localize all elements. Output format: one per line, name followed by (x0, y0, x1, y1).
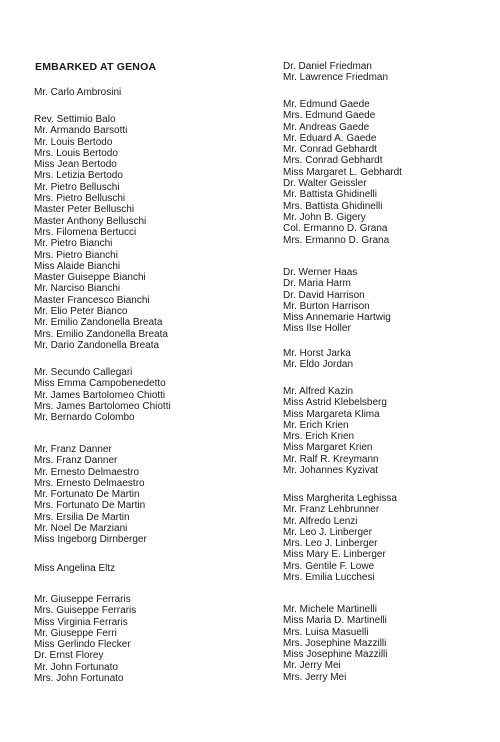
passenger-name: Col. Ermanno D. Grana (283, 223, 388, 235)
passenger-name: Mr. Andreas Gaede (283, 121, 370, 133)
passenger-name: Mrs. Fortunato De Martin (34, 500, 146, 512)
passenger-name: Mr. Michele Martinelli (283, 604, 377, 615)
name-group (34, 87, 121, 98)
passenger-name: Mr. Noel De Marziani (34, 523, 128, 535)
name-group (34, 563, 115, 574)
passenger-name: Mr. Alfred Kazin (283, 386, 354, 397)
name-group (34, 594, 136, 684)
passenger-name: Mrs. Gentile F. Lowe (283, 560, 375, 572)
passenger-name: Miss Margaret Krien (283, 442, 373, 454)
passenger-name: Mr. Lawrence Friedman (283, 72, 389, 84)
passenger-name: Mr. Secundo Callegari (34, 367, 133, 378)
name-group (283, 61, 388, 84)
passenger-name: Miss Alaide Bianchi (34, 260, 121, 272)
passenger-name: Mrs. Letizia Bertodo (34, 170, 123, 182)
passenger-name: Mrs. Ersilia De Martin (34, 511, 130, 523)
passenger-name: Mr. Emilio Zandonella Breata (34, 317, 163, 329)
passenger-name: Mrs. Edmund Gaede (283, 110, 376, 122)
passenger-name: Mrs. Ernesto Delmaestro (34, 477, 145, 489)
passenger-name: Mr. Carlo Ambrosini (34, 87, 122, 98)
passenger-name: Mr. Alfredo Lenzi (283, 515, 358, 527)
passenger-name: Dr. Maria Harm (283, 278, 351, 290)
name-group (283, 493, 397, 583)
passenger-name: Miss Margherita Leghissa (283, 493, 397, 504)
passenger-name: Mr. Bernardo Colombo (34, 412, 135, 424)
passenger-name: Mrs. Josephine Mazzilli (283, 637, 387, 649)
passenger-name: Mr. Ralf R. Kreymann (283, 453, 379, 465)
passenger-name: Miss Virginia Ferraris (34, 616, 128, 628)
passenger-name: Master Francesco Bianchi (34, 294, 150, 306)
passenger-name: Mrs. Filomena Bertucci (34, 226, 137, 238)
passenger-name: Miss Astrid Klebelsberg (283, 397, 387, 409)
passenger-name: Mrs. Leo J. Linberger (283, 538, 378, 550)
passenger-name: Dr. Daniel Friedman (283, 61, 372, 72)
passenger-name: Mrs. Ermanno D. Grana (283, 234, 390, 246)
passenger-name: Mrs. Guiseppe Ferraris (34, 605, 137, 617)
passenger-name: Mr. Erich Krien (283, 419, 349, 431)
name-group (34, 367, 171, 423)
passenger-name: Mrs. Emilia Lucchesi (283, 572, 375, 584)
passenger-name: Miss Josephine Mazzilli (283, 649, 388, 661)
passenger-name: Miss Ingeborg Dirnberger (34, 534, 147, 546)
passenger-name: Miss Angelina Eltz (34, 563, 116, 574)
passenger-name: Mrs. Louis Bertodo (34, 147, 118, 159)
passenger-name: Miss Emma Campobenedetto (34, 378, 166, 390)
passenger-name: Mrs. Luisa Masuelli (283, 626, 369, 638)
section-heading: EMBARKED AT GENOA (35, 61, 157, 73)
passenger-name: Mr. Pietro Bianchi (34, 238, 113, 250)
passenger-name: Mrs. Pietro Bianchi (34, 249, 118, 261)
passenger-name: Mrs. Pietro Belluschi (34, 193, 126, 205)
passenger-name: Dr. Ernst Florey (34, 650, 104, 662)
passenger-name: Mr. Ernesto Delmaestro (34, 466, 140, 478)
passenger-name: Mr. Franz Danner (34, 444, 112, 455)
passenger-name: Mr. Narciso Bianchi (34, 283, 121, 295)
passenger-name: Mr. Louis Bertodo (34, 136, 113, 148)
passenger-name: Mr. Dario Zandonella Breata (34, 339, 160, 351)
passenger-name: Mr. Fortunato De Martin (34, 489, 140, 501)
passenger-name: Mrs. Franz Danner (34, 455, 118, 467)
passenger-name: Miss Jean Bertodo (34, 159, 117, 171)
passenger-name: Mr. Burton Harrison (283, 300, 370, 312)
passenger-name: Rev. Settimio Balo (34, 114, 116, 125)
passenger-name: Miss Annemarie Hartwig (283, 312, 391, 324)
name-group (283, 99, 402, 246)
passenger-name: Mr. Jerry Mei (283, 660, 341, 672)
passenger-name: Master Guiseppe Bianchi (34, 272, 146, 284)
passenger-name: Mrs. James Bartolomeo Chiotti (34, 400, 171, 412)
name-group (34, 114, 168, 351)
passenger-name: Mr. Leo J. Linberger (283, 526, 372, 538)
passenger-name: Miss Maria D. Martinelli (283, 615, 387, 627)
name-group (283, 604, 387, 683)
passenger-name: Mr. Franz Lehbrunner (283, 504, 380, 516)
passenger-name: Mr. Johannes Kyzivat (283, 465, 379, 477)
passenger-name: Miss Mary E. Linberger (283, 549, 386, 561)
passenger-name: Mr. Giuseppe Ferraris (34, 594, 131, 605)
passenger-name: Miss Margaret L. Gebhardt (283, 166, 402, 178)
name-group (34, 444, 147, 546)
passenger-name: Mr. James Bartolomeo Chiotti (34, 389, 166, 401)
passenger-name: Mr. Giuseppe Ferri (34, 627, 117, 639)
passenger-name: Mr. Eduard A. Gaede (283, 132, 377, 144)
passenger-name: Mrs. Battista Ghidinelli (283, 200, 383, 212)
passenger-name: Mrs. Emilio Zandonella Breata (34, 328, 168, 340)
passenger-name: Mr. Armando Barsotti (34, 125, 128, 137)
passenger-name: Miss Margareta Klima (283, 408, 380, 420)
name-group (283, 386, 387, 476)
passenger-name: Master Peter Belluschi (34, 204, 135, 216)
passenger-name: Miss Gerlindo Flecker (34, 639, 131, 651)
passenger-name: Mr. Conrad Gebhardt (283, 144, 377, 156)
passenger-name: Mr. John Fortunato (34, 661, 118, 673)
passenger-name: Mrs. Conrad Gebhardt (283, 155, 383, 167)
name-group (283, 348, 353, 371)
passenger-name: Dr. Werner Haas (283, 267, 358, 278)
passenger-name: Mr. Horst Jarka (283, 348, 351, 359)
passenger-name: Dr. Walter Geissler (283, 178, 367, 190)
passenger-name: Mrs. Jerry Mei (283, 671, 347, 683)
passenger-name: Mrs. Erich Krien (283, 431, 355, 443)
passenger-name: Miss Ilse Holler (283, 323, 351, 335)
passenger-name: Mr. John B. Gigery (283, 211, 366, 223)
passenger-name: Mr. Battista Ghidinelli (283, 189, 377, 201)
passenger-name: Mr. Eldo Jordan (283, 359, 354, 371)
passenger-name: Mr. Elio Peter Bianco (34, 306, 128, 318)
passenger-name: Master Anthony Belluschi (34, 215, 147, 227)
passenger-name: Mr. Edmund Gaede (283, 99, 370, 110)
passenger-name: Dr. David Harrison (283, 289, 365, 301)
passenger-name: Mr. Pietro Belluschi (34, 181, 120, 193)
passenger-name: Mrs. John Fortunato (34, 673, 124, 685)
name-group (283, 267, 391, 335)
